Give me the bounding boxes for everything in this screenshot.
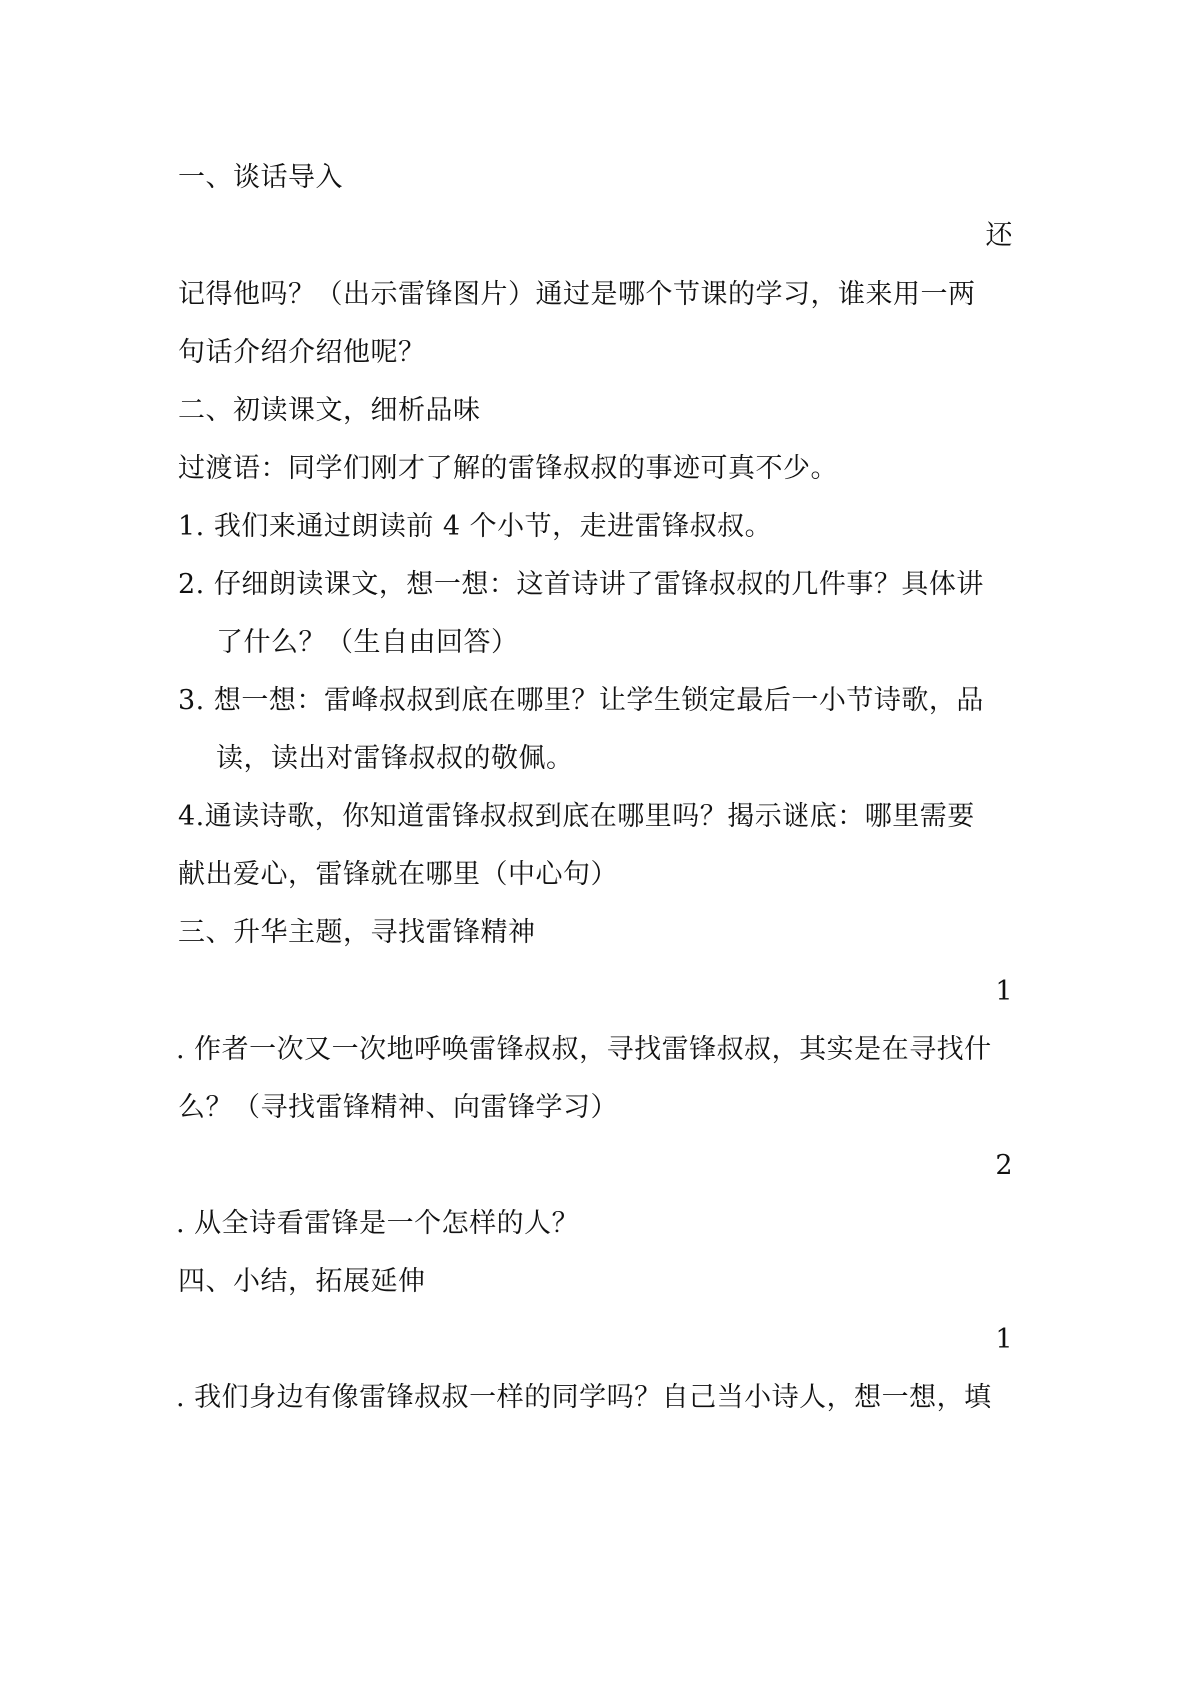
paragraph-line: 记得他吗？（出示雷锋图片）通过是哪个节课的学习，谁来用一两 bbox=[178, 279, 976, 310]
list-item: . 我们身边有像雷锋叔叔一样的同学吗？自己当小诗人，想一想，填 bbox=[176, 1382, 992, 1413]
list-item: 3. 想一想：雷峰叔叔到底在哪里？让学生锁定最后一小节诗歌，品 bbox=[178, 685, 984, 716]
list-number: 1 bbox=[995, 1324, 1013, 1355]
section-heading-1: 一、谈话导入 bbox=[178, 162, 343, 193]
paragraph-line: 过渡语：同学们刚才了解的雷锋叔叔的事迹可真不少。 bbox=[178, 453, 838, 484]
paragraph-line: 句话介绍介绍他呢？ bbox=[178, 337, 426, 368]
section-heading-4: 四、小结，拓展延伸 bbox=[178, 1266, 426, 1297]
list-item: . 从全诗看雷锋是一个怎样的人？ bbox=[176, 1208, 580, 1239]
section-heading-2: 二、初读课文，细析品味 bbox=[178, 395, 481, 426]
list-number: 2 bbox=[995, 1150, 1013, 1181]
list-item: 1. 我们来通过朗读前 4 个小节，走进雷锋叔叔。 bbox=[178, 511, 773, 542]
paragraph-line: 献出爱心，雷锋就在哪里（中心句） bbox=[178, 859, 618, 890]
list-number: 1 bbox=[995, 976, 1013, 1007]
list-item: . 作者一次又一次地呼唤雷锋叔叔，寻找雷锋叔叔，其实是在寻找什 bbox=[176, 1034, 992, 1065]
list-item: 4.通读诗歌，你知道雷锋叔叔到底在哪里吗？揭示谜底：哪里需要 bbox=[178, 801, 975, 832]
list-item-continuation: 了什么？（生自由回答） bbox=[216, 627, 519, 658]
list-item: 2. 仔细朗读课文，想一想：这首诗讲了雷锋叔叔的几件事？具体讲 bbox=[178, 569, 984, 600]
list-item-continuation: 读，读出对雷锋叔叔的敬佩。 bbox=[216, 743, 574, 774]
paragraph-fragment: 还 bbox=[985, 220, 1013, 251]
paragraph-line: 么？（寻找雷锋精神、向雷锋学习） bbox=[178, 1092, 618, 1123]
section-heading-3: 三、升华主题，寻找雷锋精神 bbox=[178, 917, 536, 948]
